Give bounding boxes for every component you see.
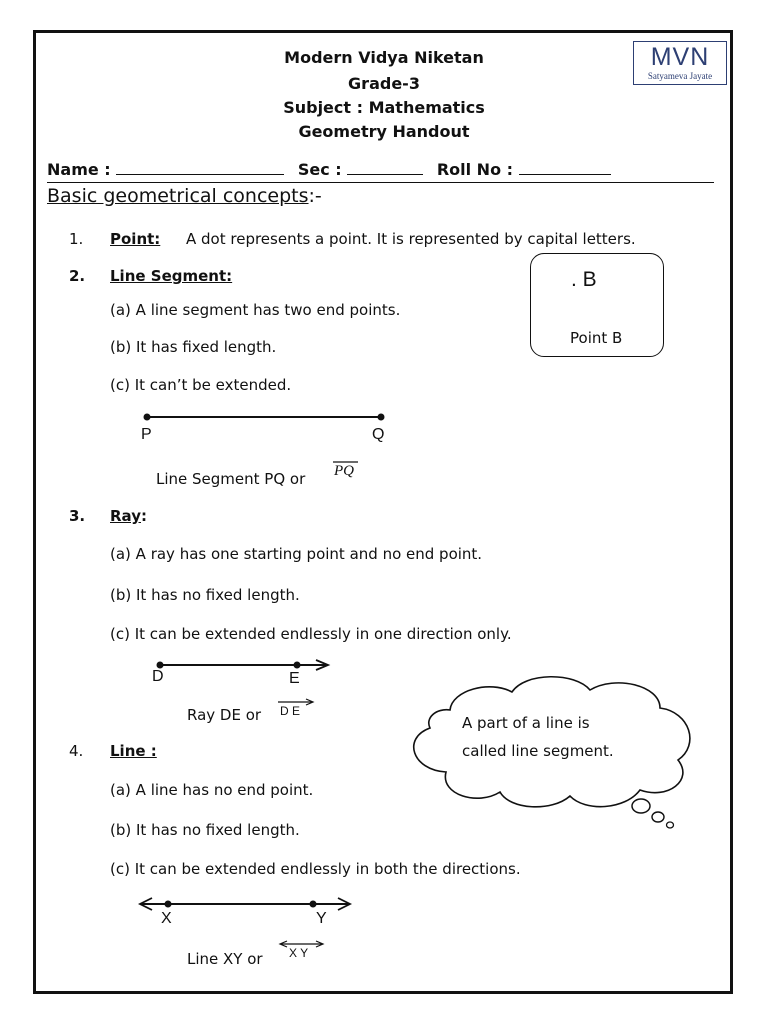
segment-label-q: Q	[372, 426, 385, 443]
subject: Subject : Mathematics	[283, 98, 485, 117]
line-fact-c: (c) It can be extended endlessly in both the directions.	[110, 860, 521, 878]
segment-heading: Line Segment:	[110, 267, 233, 285]
ray-label-e: E	[289, 670, 300, 687]
sec-label: Sec :	[297, 160, 342, 179]
line-notation: X Y	[289, 946, 309, 960]
line-fact-a: (a) A line has no end point.	[110, 781, 314, 799]
segment-endpoint-p	[144, 414, 151, 421]
item-number-segment: 2.	[69, 267, 86, 285]
thought-dot-large	[632, 799, 650, 813]
item-number-point: 1.	[69, 230, 84, 248]
logo-mark: MVN	[650, 43, 710, 71]
segment-notation: PQ	[334, 463, 354, 479]
handout-title: Geometry Handout	[298, 122, 470, 141]
name-label: Name :	[47, 160, 111, 179]
line-fact-b: (b) It has no fixed length.	[110, 821, 300, 839]
thought-dot-medium	[652, 812, 664, 822]
line-heading: Line :	[110, 742, 157, 760]
line-caption: Line XY or	[187, 950, 263, 968]
ray-fact-a: (a) A ray has one starting point and no end point.	[110, 545, 483, 563]
ray-notation: D E	[280, 704, 301, 718]
ray-point-e	[294, 662, 301, 669]
item-number-ray: 3.	[69, 507, 86, 525]
ray-fact-b: (b) It has no fixed length.	[110, 586, 300, 604]
ray-fact-c: (c) It can be extended endlessly in one direction only.	[110, 625, 512, 643]
ray-caption: Ray DE or	[187, 706, 262, 724]
line-point-x	[165, 901, 172, 908]
bubble-text-line2: called line segment.	[462, 742, 614, 760]
item-number-line: 4.	[69, 742, 84, 760]
segment-caption: Line Segment PQ or	[156, 470, 306, 488]
line-xy-figure	[140, 898, 350, 910]
ray-heading: Ray	[110, 507, 141, 525]
line-label-y: Y	[316, 910, 327, 927]
segment-fact-a: (a) A line segment has two end points.	[110, 301, 401, 319]
section-title: Basic geometrical concepts:-	[47, 185, 322, 207]
school-name: Modern Vidya Niketan	[284, 48, 484, 67]
ray-heading-wrap: Ray:	[110, 507, 147, 525]
segment-fact-c: (c) It can’t be extended.	[110, 376, 292, 394]
segment-endpoint-q	[378, 414, 385, 421]
segment-pq-figure	[144, 414, 385, 421]
segment-label-p: P	[141, 426, 152, 443]
segment-fact-b: (b) It has fixed length.	[110, 338, 277, 356]
point-text: A dot represents a point. It is represented by capital letters.	[186, 230, 636, 248]
bubble-text-line1: A part of a line is	[462, 714, 590, 732]
point-heading: Point:	[110, 230, 161, 248]
point-box-caption: Point B	[570, 329, 623, 347]
thought-dot-small	[667, 822, 674, 828]
roll-label: Roll No :	[436, 160, 514, 179]
point-b-mark: . B	[571, 268, 597, 291]
ray-de-figure	[157, 660, 329, 670]
line-label-x: X	[161, 910, 172, 927]
line-point-y	[310, 901, 317, 908]
ray-label-d: D	[152, 668, 164, 685]
logo-tagline: Satyameva Jayate	[647, 71, 713, 81]
grade: Grade-3	[348, 74, 420, 93]
